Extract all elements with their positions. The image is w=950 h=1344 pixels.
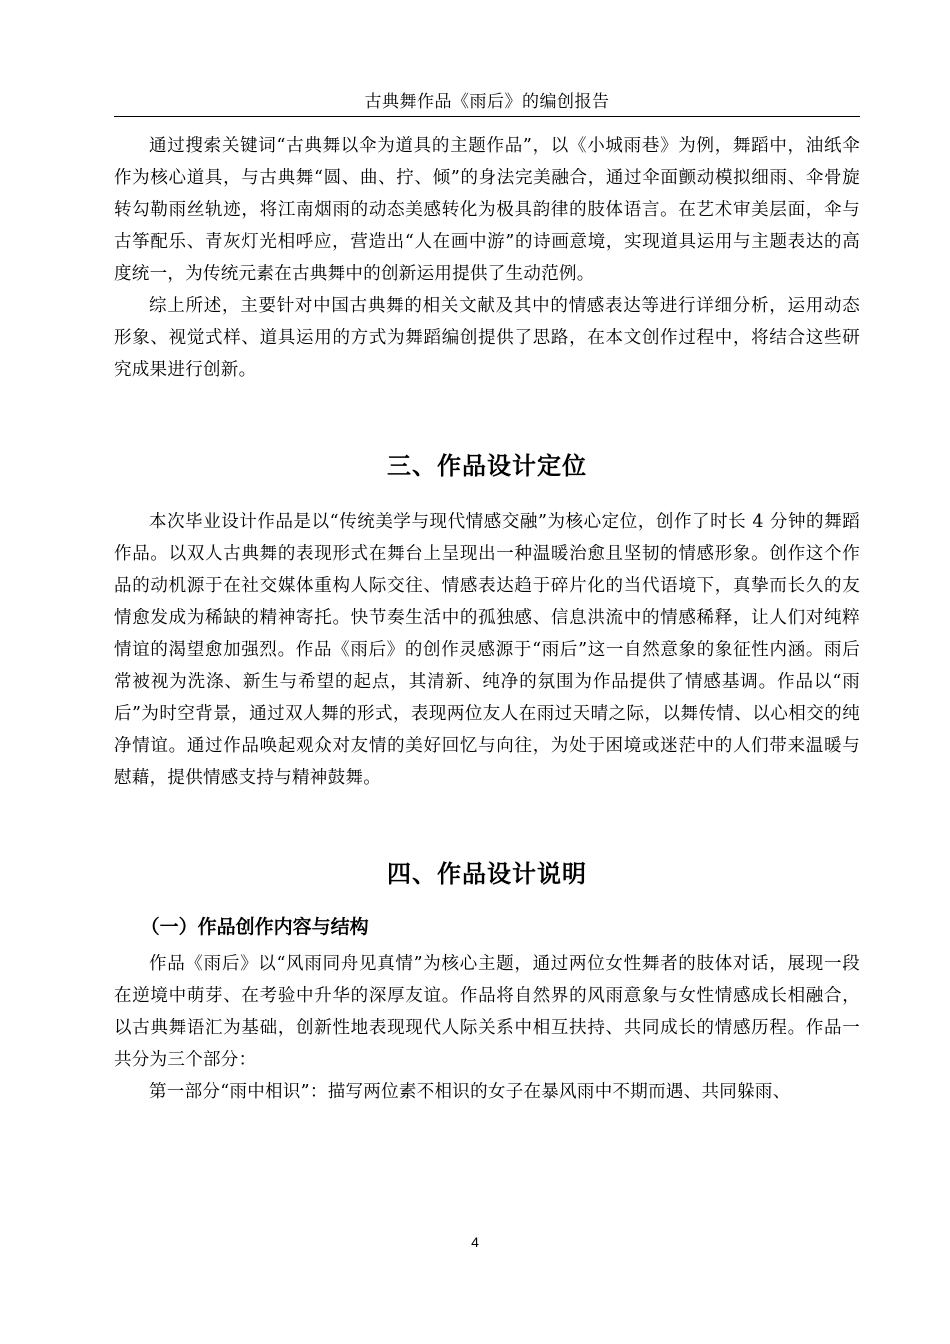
- section-heading: 三、作品设计定位: [387, 452, 587, 480]
- page-number: 4: [471, 1234, 479, 1250]
- body-paragraph: 通过搜索关键词“古典舞以伞为道具的主题作品”，以《小城雨巷》为例，舞蹈中，油纸伞作为核心道具，与古典舞“圆、曲、拧、倾”的身法完美融合，通过伞面颤动模拟细雨、伞骨旋转勾勒雨丝轨迹，将江南烟雨的动态美感转化为极具韵律的肢体语言。在艺术审美层面，伞与古筝配乐、青灰灯光相呼应，营造出“人在画中游”的诗画意境，实现道具运用与主题表达的高度统一，为传统元素在古典舞中的创新运用提供了生动范例。: [114, 136, 860, 284]
- section-heading: 四、作品设计说明: [387, 860, 587, 888]
- body-paragraph: 第一部分“雨中相识”：描写两位素不相识的女子在暴风雨中不期而遇、共同躲雨、: [149, 1082, 791, 1102]
- running-header: 古典舞作品《雨后》的编创报告: [114, 88, 860, 117]
- body-paragraph: 本次毕业设计作品是以“传统美学与现代情感交融”为核心定位，创作了时长 4 分钟的舞蹈作品。以双人古典舞的表现形式在舞台上呈现出一种温暖治愈且坚韧的情感形象。创作这个作品的动机源于在社交媒体重构人际交往、情感表达趋于碎片化的当代语境下，真挚而长久的友情愈发成为稀缺的精神寄托。快节奏生活中的孤独感、信息洪流中的情感稀释，让人们对纯粹情谊的渴望愈加强烈。作品《雨后》的创作灵感源于“雨后”这一自然意象的象征性内涵。雨后常被视为洗涤、新生与希望的起点，其清新、纯净的氛围为作品提供了情感基调。作品以“雨后”为时空背景，通过双人舞的形式，表现两位友人在雨过天晴之际，以舞传情、以心相交的纯净情谊。通过作品唤起观众对友情的美好回忆与向往，为处于困境或迷茫中的人们带来温暖与慰藉，提供情感支持与精神鼓舞。: [114, 512, 860, 788]
- page-body: [114, 130, 860, 1108]
- subsection-heading: （一）作品创作内容与结构: [140, 916, 369, 938]
- body-paragraph: 作品《雨后》以“风雨同舟见真情”为核心主题，通过两位女性舞者的肢体对话，展现一段在逆境中萌芽、在考验中升华的深厚友谊。作品将自然界的风雨意象与女性情感成长相融合，以古典舞语汇为基础，创新性地表现现代人际关系中相互扶持、共同成长的情感历程。作品一共分为三个部分：: [114, 954, 860, 1070]
- body-paragraph: 综上所述，主要针对中国古典舞的相关文献及其中的情感表达等进行详细分析，运用动态形象、视觉式样、道具运用的方式为舞蹈编创提供了思路，在本文创作过程中，将结合这些研究成果进行创新。: [114, 296, 860, 380]
